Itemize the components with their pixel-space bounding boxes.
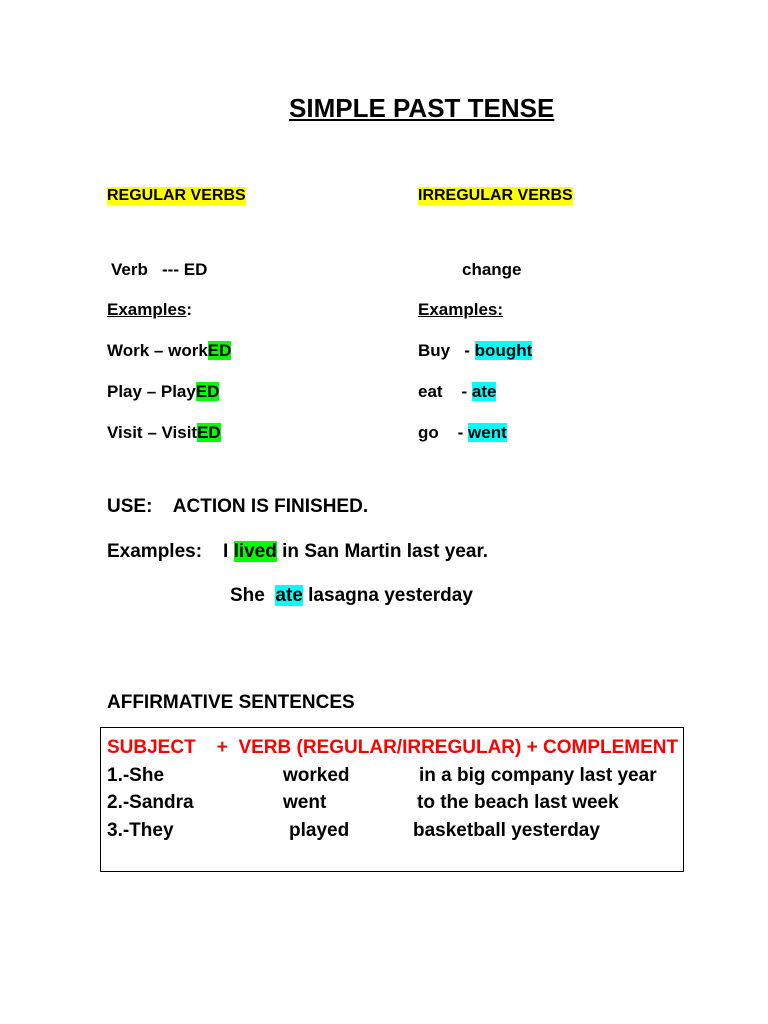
regular-examples-text: Examples xyxy=(107,300,187,319)
irregular-example-base: Buy - xyxy=(418,341,475,360)
regular-example-2 xyxy=(107,382,219,402)
sentence-subject: 2.-Sandra xyxy=(107,792,194,813)
irregular-rule: change xyxy=(462,260,522,279)
sentence-verb: went xyxy=(283,792,327,813)
irregular-example-base: eat - xyxy=(418,382,472,401)
use-example-pre: She xyxy=(230,585,276,606)
irregular-example-1 xyxy=(418,341,532,361)
irregular-example-base: go - xyxy=(418,423,469,442)
irregular-example-3 xyxy=(418,423,507,443)
regular-example-base: Visit – Visit xyxy=(107,423,198,442)
irregular-example-past: ate xyxy=(471,382,497,401)
regular-examples-label xyxy=(107,300,192,320)
regular-rule: Verb --- ED xyxy=(111,260,208,279)
regular-example-1 xyxy=(107,341,231,361)
sentence-verb: played xyxy=(289,820,350,841)
use-example-1 xyxy=(223,541,488,563)
sentence-complement: to the beach last week xyxy=(417,792,619,813)
sentence-subject: 3.-They xyxy=(107,820,174,841)
use-example-post: lasagna yesterday xyxy=(302,585,473,606)
irregular-example-past: went xyxy=(468,423,507,442)
regular-example-base: Work – work xyxy=(107,341,208,360)
irregular-example-past: bought xyxy=(474,341,533,360)
regular-example-suffix: ED xyxy=(197,423,221,442)
regular-example-3 xyxy=(107,423,221,443)
use-example-highlight: lived xyxy=(233,541,277,562)
sentence-verb: worked xyxy=(283,765,350,786)
sentence-complement: basketball yesterday xyxy=(413,820,600,841)
irregular-verbs-header: IRREGULAR VERBS xyxy=(418,187,573,204)
sentence-complement: in a big company last year xyxy=(419,765,657,786)
affirmative-formula: SUBJECT + VERB (REGULAR/IRREGULAR) + COMPLEMENT xyxy=(107,737,679,758)
regular-verbs-header: REGULAR VERBS xyxy=(107,187,246,204)
use-examples-label: Examples: xyxy=(107,541,203,562)
use-example-2 xyxy=(230,585,473,607)
regular-example-suffix: ED xyxy=(207,341,232,360)
irregular-examples-label: Examples: xyxy=(418,300,504,319)
use-example-pre: I xyxy=(223,541,234,562)
use-example-highlight: ate xyxy=(275,585,303,606)
use-example-post: in San Martin last year. xyxy=(276,541,489,562)
regular-example-suffix: ED xyxy=(195,382,220,401)
sentence-subject: 1.-She xyxy=(107,765,165,786)
regular-example-base: Play – Play xyxy=(107,382,196,401)
irregular-example-2 xyxy=(418,382,496,402)
page-title: SIMPLE PAST TENSE xyxy=(289,93,555,123)
regular-examples-colon: : xyxy=(186,300,193,319)
affirmative-heading: AFFIRMATIVE SENTENCES xyxy=(107,692,355,713)
use-statement: USE: ACTION IS FINISHED. xyxy=(107,496,369,517)
